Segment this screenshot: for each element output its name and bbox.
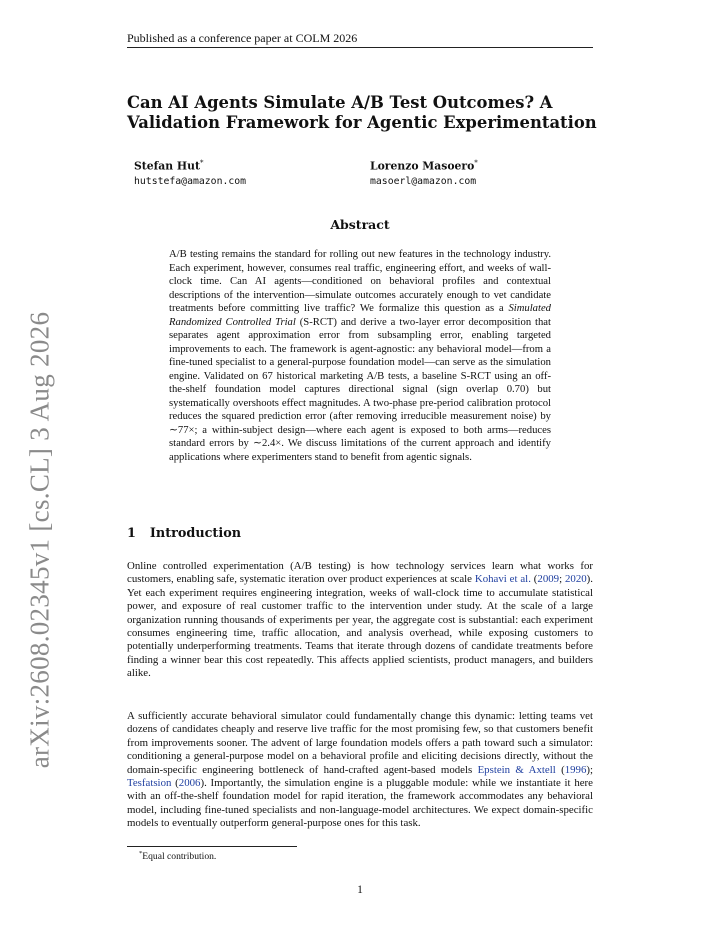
- paragraph-text: (: [555, 763, 565, 776]
- citation-link[interactable]: Tesfatsion: [127, 777, 172, 790]
- author-mark: *: [199, 159, 204, 167]
- footnote: [139, 850, 216, 862]
- paragraph-text: (: [530, 573, 538, 586]
- citation-link[interactable]: Epstein & Axtell: [477, 763, 556, 776]
- paragraph-text: );: [586, 763, 594, 776]
- running-head: Published as a conference paper at COLM 2026: [127, 31, 358, 45]
- paragraph-text: Online controlled experimentation (A/B testing) is how technology services learn what works for customers, enabling safe, systematic iteration over product experiences at scale: [127, 560, 593, 586]
- intro-paragraph-1: [127, 560, 593, 681]
- section-number: 1: [127, 526, 136, 541]
- citation-link[interactable]: 2006: [178, 777, 201, 790]
- paper-title: Can AI Agents Simulate A/B Test Outcomes? A Validation Framework for Agentic Experimentation: [127, 93, 597, 132]
- footnote-text: Equal contribution.: [142, 851, 217, 863]
- author-block-1: [134, 156, 246, 189]
- paragraph-text: (: [171, 777, 179, 790]
- abstract-heading: Abstract: [330, 217, 390, 232]
- author-name: Lorenzo Masoero: [370, 159, 475, 173]
- citation-link[interactable]: 1996: [564, 763, 587, 776]
- abstract-text: (S-RCT) and derive a two-layer error decomposition that separates agent approximation error from subsampling error, enabling targeted improvements to each. The framework is agent-agnostic: any behavioral model—from a fine-tuned specialist to a general-purpose foundation model—can serve as the simulation engine. Validated on 67 historical marketing A/B tests, a baseline S-RCT using an off-the-shelf foundation model captures directional signal (sign overlap 0.70) but systematically overshoots effect magnitudes. A two-phase pre-period calibration protocol reduces the squared prediction error (after removing irreducible measurement noise) by ∼77×; a within-subject design—where each agent is exposed to both arms—reduces standard errors by ∼2.4×. We discuss limitations of the current approach and identify applications where experimenters stand to benefit from agentic signals.: [169, 316, 551, 463]
- header-rule: [127, 47, 593, 48]
- page-number: 1: [357, 884, 363, 896]
- citation-link[interactable]: 2009: [537, 573, 560, 586]
- author-mark: *: [474, 159, 478, 167]
- paragraph-text: ). Yet each experiment requires engineering integration, weeks of wall-clock time to accumulate statistical power, and exposure of real customer traffic to the intervention under study. At the scale of a large organization running thousands of experiments per year, the aggregate cost is substantial: each experiment consumes engineering time, traffic allocation, and analysis overhead, while exposing customers to potentially underperforming treatments. Teams that iterate through dozens of candidate treatments before finding a winner bear this cost repeatedly. This affects applied scientists, product managers, and builders alike.: [127, 573, 593, 680]
- abstract-body: [169, 248, 551, 464]
- footnote-rule: [127, 846, 297, 847]
- section-title: Introduction: [149, 526, 242, 541]
- citation-link[interactable]: 2020: [564, 573, 587, 586]
- intro-paragraph-2: [127, 710, 593, 831]
- paragraph-text: ). Importantly, the simulation engine is a pluggable module: while we instantiate it here with an off-the-shelf foundation model for rapid iteration, the framework accommodates any behavioral model, including fine-tuned specialists and non-language-model architectures. We expect domain-specific models to eventually outperform general-purpose ones for this task.: [127, 777, 593, 830]
- author-email[interactable]: hutstefa@amazon.com: [134, 175, 247, 187]
- section-heading: [127, 526, 241, 541]
- abstract-text: A/B testing remains the standard for rolling out new features in the technology industry. Each experiment, however, consumes real traffic, engineering effort, and weeks of wall-clock time. Can AI agents—conditioned on behavioral profiles and contextual descriptions of the intervention—simulate outcomes accurately enough to vet candidate treatments before committing live traffic? We formalize this question as a: [169, 249, 551, 314]
- author-block-2: [370, 156, 478, 189]
- arxiv-stamp: arXiv:2608.02345v1 [cs.CL] 3 Aug 2026: [24, 311, 55, 769]
- author-name: Stefan Hut: [134, 159, 200, 173]
- abstract-emphasis: Simulated Randomized Controlled Trial: [169, 303, 551, 328]
- footnote-mark: *: [139, 850, 143, 857]
- author-email[interactable]: masoerl@amazon.com: [370, 175, 477, 187]
- paragraph-text: ;: [559, 573, 565, 586]
- paragraph-text: A sufficiently accurate behavioral simulator could fundamentally change this dynamic: letting teams vet dozens of candidates cheaply and reserve live traffic for the most promising few, so that customers benefit from improvements sooner. The advent of large foundation models offers a path toward such a simulator: conditioning a general-purpose model on a behavioral profile and eliciting decisions directly, without the domain-specific engineering bottleneck of hand-crafted agent-based models: [127, 710, 593, 776]
- citation-link[interactable]: Kohavi et al.: [474, 573, 531, 586]
